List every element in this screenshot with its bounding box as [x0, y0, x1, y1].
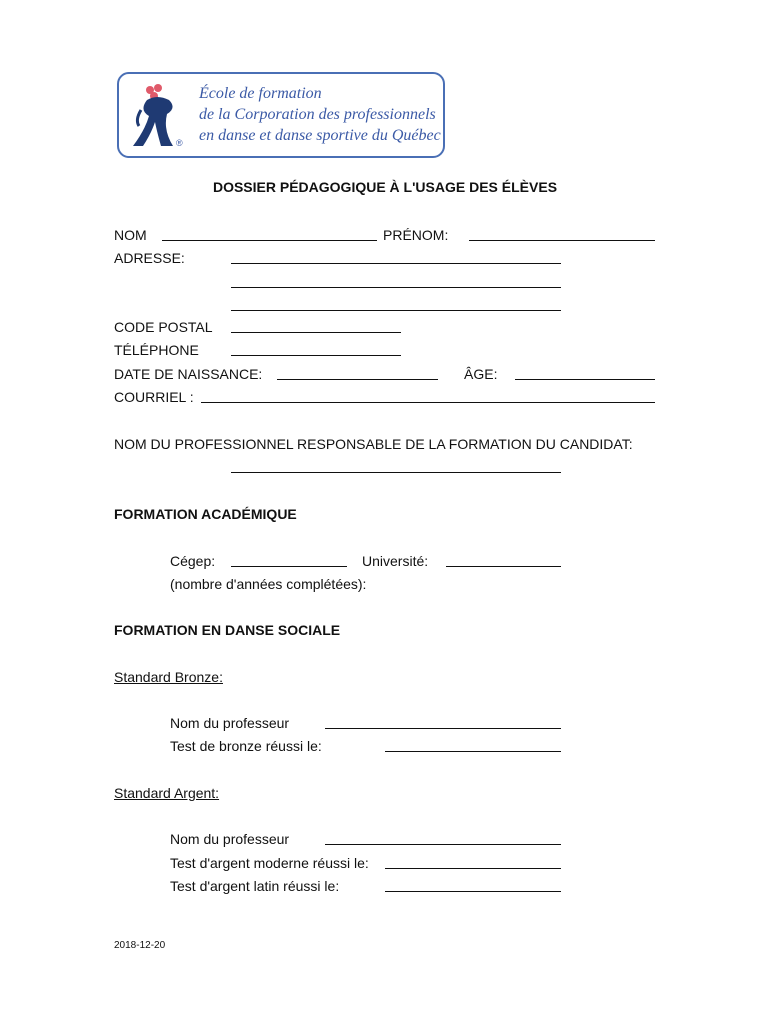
logo-line-1: École de formation [199, 85, 322, 102]
argent-latin-label: Test d'argent latin réussi le: [170, 878, 340, 894]
standard-bronze-heading: Standard Bronze: [114, 669, 223, 685]
cegep-label: Cégep: [170, 553, 216, 569]
argent-prof-label: Nom du professeur [170, 831, 290, 847]
prenom-field[interactable] [469, 240, 655, 241]
prenom-label: PRÉNOM: [383, 227, 449, 243]
annees-note: (nombre d'années complétées): [170, 576, 367, 592]
telephone-label: TÉLÉPHONE [114, 342, 199, 358]
nom-field[interactable] [162, 240, 377, 241]
logo-line-2: de la Corporation des professionnels [199, 106, 436, 123]
school-logo [117, 72, 445, 158]
date-naissance-label: DATE DE NAISSANCE: [114, 366, 263, 382]
argent-prof-field[interactable] [325, 844, 561, 845]
adresse-label: ADRESSE: [114, 250, 185, 266]
formation-academique-heading: FORMATION ACADÉMIQUE [114, 506, 297, 522]
standard-argent-heading: Standard Argent: [114, 785, 220, 801]
responsable-label: NOM DU PROFESSIONNEL RESPONSABLE DE LA FORMATION DU CANDIDAT: [114, 436, 633, 452]
argent-latin-field[interactable] [385, 891, 561, 892]
bronze-prof-field[interactable] [325, 728, 561, 729]
footer-date: 2018-12-20 [114, 940, 166, 951]
bronze-test-label: Test de bronze réussi le: [170, 738, 322, 754]
argent-moderne-label: Test d'argent moderne réussi le: [170, 855, 369, 871]
code-postal-field[interactable] [231, 332, 401, 333]
age-label: ÂGE: [464, 366, 498, 382]
page-title: DOSSIER PÉDAGOGIQUE À L'USAGE DES ÉLÈVES [212, 179, 558, 195]
bronze-test-field[interactable] [385, 751, 561, 752]
age-field[interactable] [515, 379, 655, 380]
code-postal-label: CODE POSTAL [114, 319, 213, 335]
adresse-field-1[interactable] [231, 263, 561, 264]
cegep-field[interactable] [231, 566, 347, 567]
courriel-field[interactable] [201, 402, 655, 403]
logo-line-3: en danse et danse sportive du Québec [199, 127, 441, 144]
adresse-field-2[interactable] [231, 287, 561, 288]
courriel-label: COURRIEL : [114, 389, 194, 405]
adresse-field-3[interactable] [231, 310, 561, 311]
bronze-prof-label: Nom du professeur [170, 715, 290, 731]
telephone-field[interactable] [231, 355, 401, 356]
formation-danse-heading: FORMATION EN DANSE SOCIALE [114, 622, 341, 638]
date-naissance-field[interactable] [277, 379, 438, 380]
argent-moderne-field[interactable] [385, 868, 561, 869]
responsable-field[interactable] [231, 472, 561, 473]
nom-label: NOM [114, 227, 147, 243]
universite-label: Université: [362, 553, 429, 569]
registered-mark: ® [176, 138, 183, 148]
universite-field[interactable] [446, 566, 561, 567]
